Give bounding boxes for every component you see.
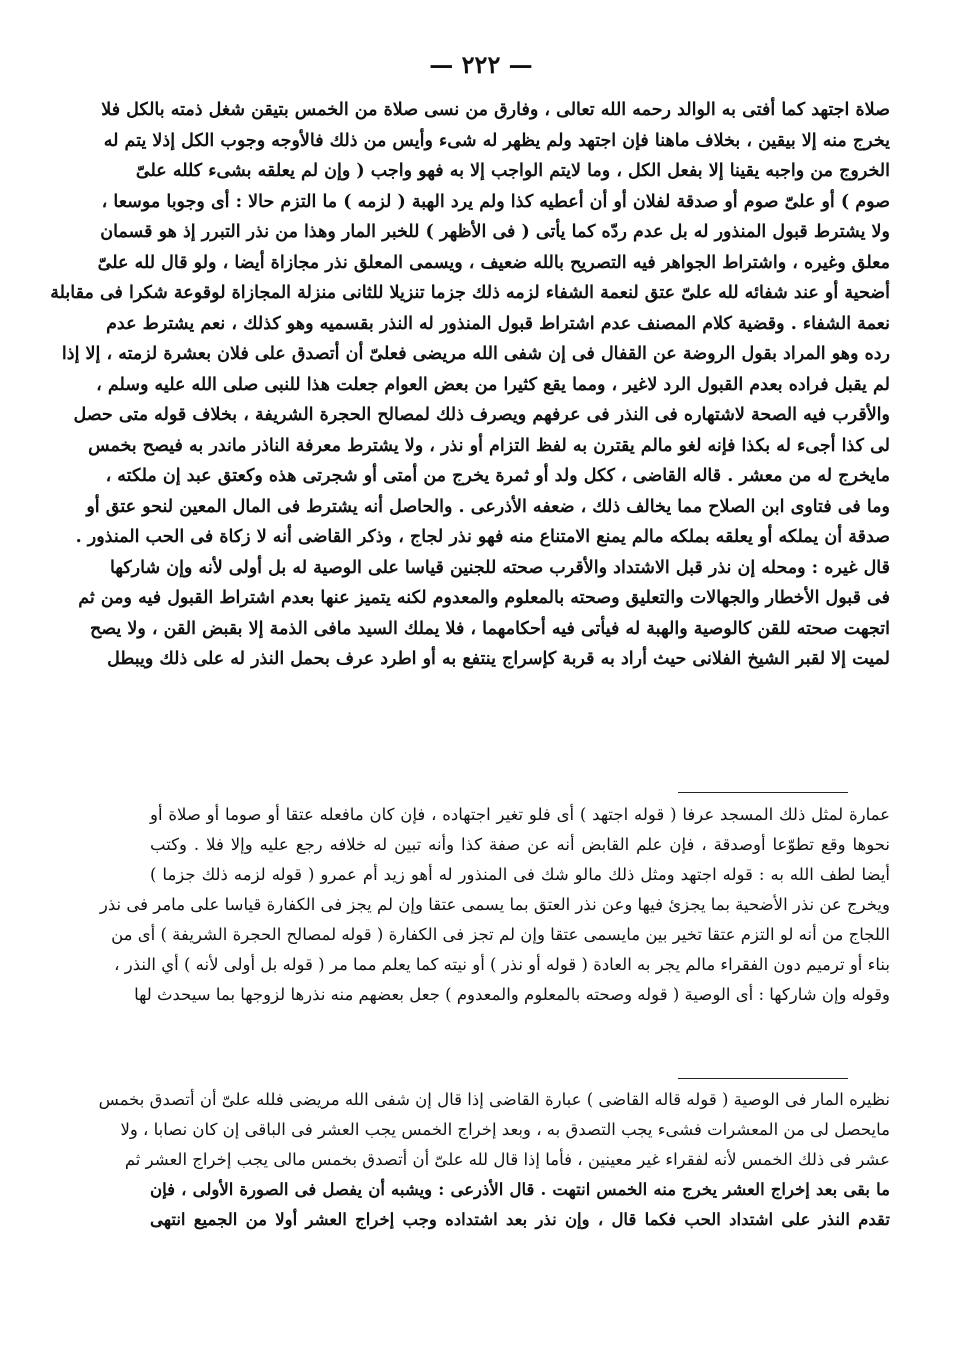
footnote-block-2 bbox=[98, 1085, 890, 1235]
main-line: الخروج من واجبه يقينا إلا بفعل الكل ، وما لايتم الواجب إلا به فهو واجب ( وإن لم يعلقه بشىء كلله علىّ bbox=[135, 161, 890, 181]
main-line: قال غيره : ومحله إن نذر قبل الاشتداد والأقرب صحته للجنين قياسا على الوصية له بل أولى لأنه وإن شاركها bbox=[109, 557, 890, 578]
footnote-line: ما بقى بعد إخراج العشر يخرج منه الخمس انتهت . قال الأذرعى : ويشبه أن يفصل فى الصورة الأولى ، فإن bbox=[150, 1180, 890, 1199]
footnote-block-1 bbox=[99, 800, 890, 1010]
footnote-line: نظيره المار فى الوصية ( قوله قاله القاضى ) عبارة القاضى إذا قال إن شفى الله مريضى فلله علىّ أن أتصدق بخمس bbox=[98, 1090, 890, 1109]
main-line: مايخرج له من معشر . قاله القاضى ، ككل ولد أو ثمرة يخرج من أمتى أو شجرتى هذه وكعتق عبد إن ملكته ، bbox=[105, 466, 890, 486]
footnote-line: أيضا لطف الله به : قوله اجتهد ومثل ذلك مالو شك فى المنذور له أهو زيد أم عمرو ( قوله لزمه ذلك جزما ) bbox=[150, 865, 890, 884]
main-line: والأقرب فيه الصحة لاشتهاره فى النذر فى عرفهم ويصرف ذلك لمصالح الحجرة الشريفة ، بخلاف قوله متى حصل bbox=[73, 405, 890, 425]
footnote-line: وقوله وإن شاركها : أى الوصية ( قوله وصحته بالمعلوم والمعدوم ) جعل بعضهم منه نذرها لزوجها بما سيحدث لها bbox=[134, 985, 890, 1004]
main-line: وما فى فتاوى ابن الصلاح مما يخالف ذلك ، ضعفه الأذرعى . والحاصل أنه يشترط فى المال المعين لنحو عتق أو bbox=[86, 496, 890, 517]
page-number: — ٢٢٢ — bbox=[429, 50, 533, 79]
main-line: يخرج منه إلا بيقين ، بخلاف ماهنا فإن اجتهد ولم يظهر له شىء وأيس من ذلك فالأوجه وجوب الكل إذلا يتم له bbox=[103, 130, 890, 151]
main-line: لم يقبل فراده بعدم القبول الرد لاغير ، ومما يقع كثيرا من بعض العوام جعلت هذا للنبى صلى الله عليه وسلم ، bbox=[96, 374, 890, 395]
footnote-line: بناء أو ترميم دون الفقراء مالم يجر به العادة ( قوله أو نذر ) أو نيته كما يعلم مما مر ( قوله بل أولى لأنه ) أي النذر ، bbox=[114, 955, 890, 974]
main-line: صدقة أن يملكه أو يعلقه بملكه مالم يمنع الامتناع منه فهو نذر لجاج ، وذكر القاضى أنه لا زكاة فى الحب المنذور . bbox=[75, 527, 890, 547]
main-line: ولا يشترط قبول المنذور له بل عدم ردّه كما يأتى ( فى الأظهر ) للخبر المار وهذا من نذر التبرر إذ هو قسمان bbox=[100, 222, 890, 242]
main-line: فى قبول الأخطار والجهالات والتعليق وصحته بالمعلوم والمعدوم لكنه يتميز عنها بعدم اشتراط القبول فيه ومن ثم bbox=[78, 588, 890, 608]
main-line: لميت إلا لقبر الشيخ الفلانى حيث أراد به قربة كإسراج ينتفع به أو اطرد عرف بحمل النذر له على ذلك ويبطل bbox=[107, 649, 890, 669]
footnote-separator bbox=[678, 1078, 848, 1079]
footnote-line: اللجاج من أنه لو التزم عتقا تخير بين مايسمى عتقا وإن لم تجز فى الكفارة ( قوله لمصالح الحجرة الشريفة ) أى من bbox=[111, 925, 890, 944]
footnote-separator bbox=[678, 792, 848, 793]
footnote-line: عشر فى ذلك الخمس لأنه لفقراء غير معينين ، فأما إذا قال لله علىّ أن أتصدق بخمس مالى يجب إخراج العشر ثم bbox=[124, 1150, 890, 1169]
main-line: صوم ) أو علىّ صوم أو صدقة لفلان أو أن أعطيه كذا ولم يرد الهبة ( لزمه ) ما التزم حالا : أى وجوبا موسعا ، bbox=[101, 191, 890, 212]
footnote-line: ويخرج عن نذر الأضحية بما يجزئ فيها وعن نذر العتق بما يسمى عتقا وإن لم يجز فى الكفارة قياسا على مامر فى نذر bbox=[99, 895, 890, 914]
footnote-line: نحوها وقع تطوّعا أوصدقة ، فإن علم القابض أنه عن صفة كذا وأنه تبين له خلافه رجع عليه وإلا فلا . وكتب bbox=[150, 835, 890, 854]
main-line: معلق وغيره ، واشتراط الجواهر فيه التصريح بالله ضعيف ، ويسمى المعلق نذر مجازاة أيضا ، ولو قال لله علىّ bbox=[97, 252, 890, 273]
footnote-line: تقدم النذر على اشتداد الحب فكما قال ، وإن نذر بعد اشتداده وجب إخراج العشر أولا من الجميع انتهى bbox=[150, 1210, 890, 1229]
main-line: اتجهت صحته للقن كالوصية والهبة له فيأتى فيه أحكامهما ، فلا يملك السيد مافى الذمة إلا بقبض القن ، ولا يصح bbox=[89, 618, 890, 639]
main-line: نعمة الشفاء . وقضية كلام المصنف عدم اشتراط قبول المنذور له النذر بقسميه وهو كذلك ، نعم يشترط عدم bbox=[106, 313, 890, 334]
main-line: صلاة اجتهد كما أفتى به الوالد رحمه الله تعالى ، وفارق من نسى صلاة من الخمس بتيقن شغل ذمته بالكل فلا bbox=[101, 100, 890, 120]
main-line: لى كذا أجىء له بكذا فإنه لغو مالم يقترن به لفظ التزام أو نذر ، ولا يشترط معرفة الناذر ماندر به فيصح بخمس bbox=[88, 435, 890, 456]
footnote-line: عمارة لمثل ذلك المسجد عرفا ( قوله اجتهد ) أى فلو تغير اجتهاده ، فإن كان مافعله عتقا أو صوما أو صلاة أو bbox=[150, 805, 890, 824]
main-line: أضحية أو عند شفائه لله علىّ عتق لنعمة الشفاء لزمه ذلك جزما تنزيلا للثانى منزلة المجازاة لوقوعة شكرا فى مقابلة bbox=[50, 283, 890, 303]
footnote-line: مايحصل لى من المعشرات فشىء يجب التصدق به ، وبعد إخراج الخمس يجب العشر فى الباقى إن كان نصابا ، ولا bbox=[120, 1120, 890, 1139]
main-text bbox=[50, 95, 890, 675]
main-line: رده وهو المراد بقول الروضة عن القفال فى إن شفى الله مريضى فعلىّ أن أتصدق على فلان بعشرة لزمته ، إلا إذا bbox=[61, 344, 890, 364]
